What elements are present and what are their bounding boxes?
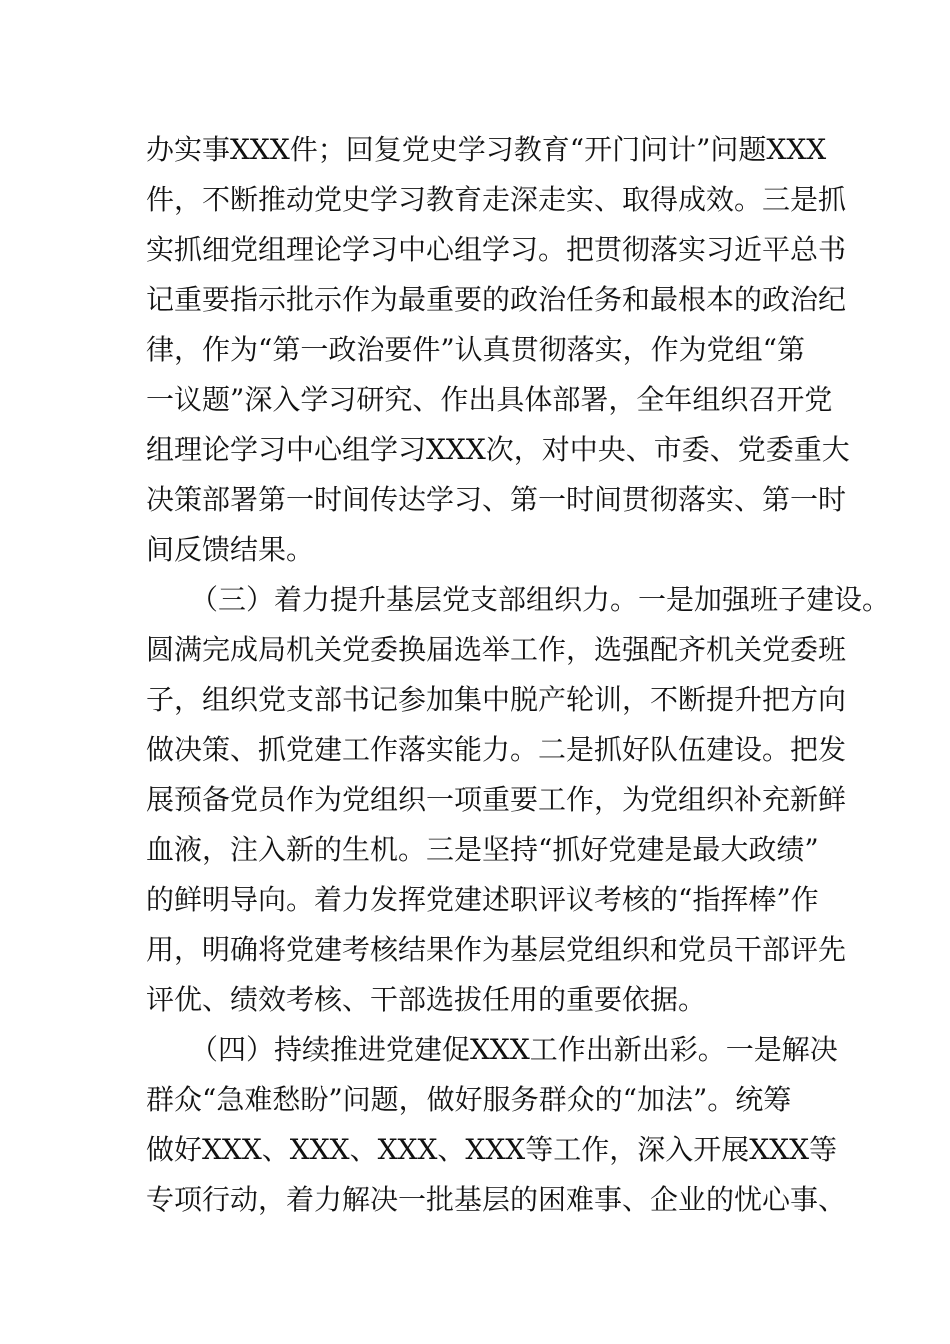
text-line: 实抓细党组理论学习中心组学习。把贯彻落实习近平总书	[146, 233, 847, 266]
text-line: 圆满完成局机关党委换届选举工作，选强配齐机关党委班	[146, 633, 847, 666]
text-line: 做决策、抓党建工作落实能力。二是抓好队伍建设。把发	[146, 733, 847, 766]
section-heading-line: （四）持续推进党建促XXX工作出新出彩。一是解决	[190, 1033, 838, 1066]
text-line: 组理论学习中心组学习XXX次，对中央、市委、党委重大	[146, 433, 850, 466]
text-line: 间反馈结果。	[146, 533, 315, 566]
text-line: 一议题”深入学习研究、作出具体部署，全年组织召开党	[146, 383, 833, 416]
text-line: 评优、绩效考核、干部选拔任用的重要依据。	[146, 983, 707, 1016]
text-line: 的鲜明导向。着力发挥党建述职评议考核的“指挥棒”作	[146, 883, 819, 916]
text-line: 专项行动，着力解决一批基层的困难事、企业的忧心事、	[146, 1183, 847, 1216]
text-line: 用，明确将党建考核结果作为基层党组织和党员干部评先	[146, 933, 847, 966]
text-line: 子，组织党支部书记参加集中脱产轮训，不断提升把方向	[146, 683, 847, 716]
text-line: 血液，注入新的生机。三是坚持“抓好党建是最大政绩”	[146, 833, 819, 866]
text-line: 记重要指示批示作为最重要的政治任务和最根本的政治纪	[146, 283, 847, 316]
text-line: 群众“急难愁盼”问题，做好服务群众的“加法”。统筹	[146, 1083, 792, 1116]
section-heading-line: （三）着力提升基层党支部组织力。一是加强班子建设。	[190, 583, 891, 616]
text-line: 做好XXX、XXX、XXX、XXX等工作，深入开展XXX等	[146, 1133, 838, 1166]
text-line: 律，作为“第一政治要件”认真贯彻落实，作为党组“第	[146, 333, 805, 366]
text-line: 件，不断推动党史学习教育走深走实、取得成效。三是抓	[146, 183, 847, 216]
text-line: 办实事XXX件；回复党史学习教育“开门问计”问题XXX	[146, 133, 827, 166]
text-line: 展预备党员作为党组织一项重要工作，为党组织补充新鲜	[146, 783, 847, 816]
text-line: 决策部署第一时间传达学习、第一时间贯彻落实、第一时	[146, 483, 847, 516]
